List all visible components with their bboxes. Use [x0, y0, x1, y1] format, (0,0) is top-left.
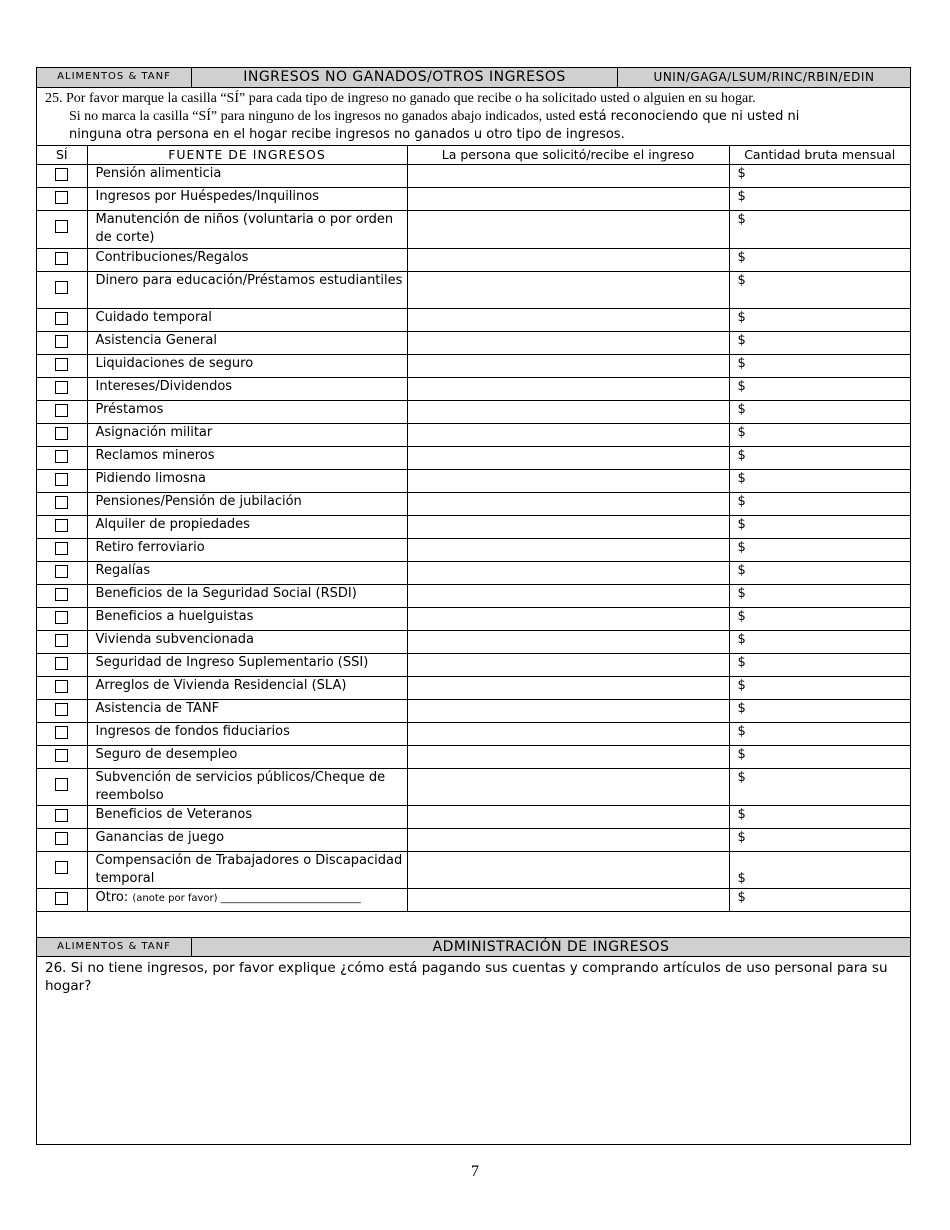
- person-field[interactable]: [407, 516, 729, 539]
- yes-cell: [37, 309, 87, 332]
- person-field[interactable]: [407, 424, 729, 447]
- question-25-line2b: está reconociendo que ni usted ni: [578, 109, 800, 124]
- yes-checkbox[interactable]: [55, 832, 68, 845]
- yes-cell: [37, 677, 87, 700]
- question-25-line1: 25. Por favor marque la casilla “SÍ” para cada tipo de ingreso no ganado que recibe o ha solicitado usted o alguien en su hogar.: [45, 91, 756, 106]
- amount-field[interactable]: [729, 516, 910, 539]
- yes-checkbox[interactable]: [55, 473, 68, 486]
- yes-cell: [37, 889, 87, 912]
- income-source-label: Préstamos: [87, 401, 407, 424]
- income-row-liquidaciones-de-seguro: [37, 355, 910, 378]
- yes-cell: [37, 806, 87, 829]
- yes-checkbox[interactable]: [55, 680, 68, 693]
- currency-symbol: $: [737, 563, 746, 578]
- yes-checkbox[interactable]: [55, 634, 68, 647]
- yes-checkbox[interactable]: [55, 191, 68, 204]
- income-codes: UNIN/GAGA/LSUM/RINC/RBIN/EDIN: [653, 70, 875, 84]
- amount-field[interactable]: [729, 631, 910, 654]
- currency-symbol: $: [737, 333, 746, 348]
- yes-checkbox[interactable]: [55, 450, 68, 463]
- income-row-beneficios-a-huelguistas: [37, 608, 910, 631]
- income-source-label: Regalías: [87, 562, 407, 585]
- person-field[interactable]: [407, 700, 729, 723]
- yes-checkbox[interactable]: [55, 542, 68, 555]
- yes-checkbox[interactable]: [55, 312, 68, 325]
- yes-cell: [37, 746, 87, 769]
- yes-cell: [37, 631, 87, 654]
- person-field[interactable]: [407, 188, 729, 211]
- amount-field[interactable]: [729, 608, 910, 631]
- person-field[interactable]: [407, 378, 729, 401]
- person-field[interactable]: [407, 677, 729, 700]
- person-field[interactable]: [407, 723, 729, 746]
- yes-checkbox[interactable]: [55, 358, 68, 371]
- yes-cell: [37, 272, 87, 309]
- currency-symbol: $: [737, 517, 746, 532]
- person-field[interactable]: [407, 211, 729, 249]
- yes-cell: [37, 562, 87, 585]
- currency-symbol: $: [737, 212, 746, 227]
- page-number: 7: [471, 1163, 479, 1180]
- yes-checkbox[interactable]: [55, 657, 68, 670]
- income-row-regalias: [37, 562, 910, 585]
- amount-field[interactable]: [729, 852, 910, 889]
- income-source-label: Dinero para educación/Préstamos estudiantiles: [87, 272, 407, 309]
- person-field[interactable]: [407, 355, 729, 378]
- income-source-label: Seguridad de Ingreso Suplementario (SSI): [87, 654, 407, 677]
- question-25: [45, 90, 905, 144]
- yes-checkbox[interactable]: [55, 381, 68, 394]
- income-row-other: [37, 889, 910, 912]
- yes-checkbox[interactable]: [55, 749, 68, 762]
- person-field[interactable]: [407, 852, 729, 889]
- program-label-2: ALIMENTOS & TANF: [37, 938, 192, 957]
- income-source-label: Ingresos de fondos fiduciarios: [87, 723, 407, 746]
- currency-symbol: $: [737, 807, 746, 822]
- yes-cell: [37, 424, 87, 447]
- currency-symbol: $: [737, 701, 746, 716]
- amount-field[interactable]: [729, 424, 910, 447]
- other-label: Otro:: [95, 890, 129, 905]
- income-source-label: Subvención de servicios públicos/Cheque de reembolso: [87, 769, 407, 806]
- yes-cell: [37, 700, 87, 723]
- income-row-asistencia-de-tanf: [37, 700, 910, 723]
- income-row-dinero-para-educacion-prestamos-estudiantiles: [37, 272, 910, 309]
- other-note: (anote por favor) ____________________________: [132, 893, 361, 904]
- yes-checkbox[interactable]: [55, 778, 68, 791]
- person-field[interactable]: [407, 585, 729, 608]
- income-source-label: Retiro ferroviario: [87, 539, 407, 562]
- program-label: ALIMENTOS & TANF: [37, 68, 192, 87]
- yes-cell: [37, 447, 87, 470]
- currency-symbol: $: [737, 402, 746, 417]
- amount-field[interactable]: [729, 585, 910, 608]
- yes-checkbox[interactable]: [55, 519, 68, 532]
- person-field[interactable]: [407, 309, 729, 332]
- question-26: 26. Si no tiene ingresos, por favor explique ¿cómo está pagando sus cuentas y comprando artículos de uso personal para su hogar?: [45, 960, 888, 994]
- income-source-label: Beneficios de la Seguridad Social (RSDI): [87, 585, 407, 608]
- yes-cell: [37, 654, 87, 677]
- income-source-label: Intereses/Dividendos: [87, 378, 407, 401]
- currency-symbol: $: [737, 189, 746, 204]
- yes-cell: [37, 211, 87, 249]
- yes-cell: [37, 249, 87, 272]
- amount-field[interactable]: [729, 188, 910, 211]
- yes-cell: [37, 516, 87, 539]
- income-row-subvencion-de-servicios-publicos-cheque-de-reembolso: [37, 769, 910, 806]
- yes-checkbox[interactable]: [55, 220, 68, 233]
- currency-symbol: $: [737, 770, 746, 785]
- table-header-row: [37, 146, 910, 165]
- person-field[interactable]: [407, 401, 729, 424]
- yes-cell: [37, 165, 87, 188]
- person-field[interactable]: [407, 746, 729, 769]
- amount-field[interactable]: [729, 746, 910, 769]
- income-source-label: Reclamos mineros: [87, 447, 407, 470]
- income-row-pension-alimenticia: [37, 165, 910, 188]
- yes-checkbox[interactable]: [55, 335, 68, 348]
- income-source-label: Contribuciones/Regalos: [87, 249, 407, 272]
- other-source-field[interactable]: [87, 889, 407, 912]
- income-row-ingresos-por-huespedes-inquilinos: [37, 188, 910, 211]
- currency-symbol: $: [737, 540, 746, 555]
- person-field[interactable]: [407, 249, 729, 272]
- column-header-yes: SÍ: [37, 146, 87, 165]
- column-header-amount: Cantidad bruta mensual: [729, 146, 910, 165]
- income-source-label: Pidiendo limosna: [87, 470, 407, 493]
- income-row-prestamos: [37, 401, 910, 424]
- income-source-label: Liquidaciones de seguro: [87, 355, 407, 378]
- person-field[interactable]: [407, 608, 729, 631]
- currency-symbol: $: [737, 250, 746, 265]
- income-row-ganancias-de-juego: [37, 829, 910, 852]
- amount-field[interactable]: [729, 447, 910, 470]
- income-row-alquiler-de-propiedades: [37, 516, 910, 539]
- amount-field[interactable]: [729, 165, 910, 188]
- person-field[interactable]: [407, 654, 729, 677]
- section-header-unearned-income: [37, 68, 910, 88]
- amount-field[interactable]: [729, 355, 910, 378]
- income-source-label: Manutención de niños (voluntaria o por orden de corte): [87, 211, 407, 249]
- yes-checkbox[interactable]: [55, 892, 68, 905]
- income-row-arreglos-de-vivienda-residencial-sla: [37, 677, 910, 700]
- yes-checkbox[interactable]: [55, 427, 68, 440]
- amount-field[interactable]: [729, 806, 910, 829]
- income-form: [36, 67, 911, 1145]
- income-row-beneficios-de-la-seguridad-social-rsdi: [37, 585, 910, 608]
- amount-field[interactable]: [729, 211, 910, 249]
- income-source-label: Ganancias de juego: [87, 829, 407, 852]
- yes-cell: [37, 539, 87, 562]
- amount-field[interactable]: [729, 470, 910, 493]
- amount-field[interactable]: [729, 723, 910, 746]
- income-source-label: Asignación militar: [87, 424, 407, 447]
- yes-cell: [37, 829, 87, 852]
- income-row-cuidado-temporal: [37, 309, 910, 332]
- income-row-asistencia-general: [37, 332, 910, 355]
- yes-cell: [37, 355, 87, 378]
- yes-cell: [37, 378, 87, 401]
- income-source-label: Beneficios de Veteranos: [87, 806, 407, 829]
- person-field[interactable]: [407, 631, 729, 654]
- currency-symbol: $: [737, 379, 746, 394]
- column-header-source: FUENTE DE INGRESOS: [87, 146, 407, 165]
- yes-checkbox[interactable]: [55, 588, 68, 601]
- person-field[interactable]: [407, 889, 729, 912]
- person-field[interactable]: [407, 470, 729, 493]
- income-row-asignacion-militar: [37, 424, 910, 447]
- currency-symbol: $: [737, 586, 746, 601]
- currency-symbol: $: [737, 632, 746, 647]
- yes-cell: [37, 769, 87, 806]
- currency-symbol: $: [737, 890, 746, 905]
- currency-symbol: $: [737, 425, 746, 440]
- income-source-label: Alquiler de propiedades: [87, 516, 407, 539]
- person-field[interactable]: [407, 539, 729, 562]
- amount-field[interactable]: [729, 539, 910, 562]
- income-source-label: Beneficios a huelguistas: [87, 608, 407, 631]
- amount-field[interactable]: [729, 769, 910, 806]
- column-header-person: La persona que solicitó/recibe el ingreso: [407, 146, 729, 165]
- yes-checkbox[interactable]: [55, 168, 68, 181]
- income-row-manutencion-de-ninos-voluntaria-o-por-orden-de-corte: [37, 211, 910, 249]
- currency-symbol: $: [737, 494, 746, 509]
- currency-symbol: $: [737, 830, 746, 845]
- amount-field[interactable]: [729, 401, 910, 424]
- currency-symbol: $: [737, 871, 746, 886]
- yes-cell: [37, 332, 87, 355]
- currency-symbol: $: [737, 747, 746, 762]
- income-source-label: Arreglos de Vivienda Residencial (SLA): [87, 677, 407, 700]
- yes-checkbox[interactable]: [55, 726, 68, 739]
- currency-symbol: $: [737, 471, 746, 486]
- yes-checkbox[interactable]: [55, 861, 68, 874]
- yes-checkbox[interactable]: [55, 281, 68, 294]
- income-source-label: Ingresos por Huéspedes/Inquilinos: [87, 188, 407, 211]
- currency-symbol: $: [737, 609, 746, 624]
- person-field[interactable]: [407, 165, 729, 188]
- income-row-ingresos-de-fondos-fiduciarios: [37, 723, 910, 746]
- section-title: INGRESOS NO GANADOS/OTROS INGRESOS: [192, 68, 618, 87]
- income-row-seguro-de-desempleo: [37, 746, 910, 769]
- yes-checkbox[interactable]: [55, 703, 68, 716]
- person-field[interactable]: [407, 562, 729, 585]
- income-source-label: Vivienda subvencionada: [87, 631, 407, 654]
- income-row-beneficios-de-veteranos: [37, 806, 910, 829]
- yes-cell: [37, 852, 87, 889]
- section-header-income-management: [37, 937, 910, 957]
- yes-checkbox[interactable]: [55, 809, 68, 822]
- income-source-label: Seguro de desempleo: [87, 746, 407, 769]
- currency-symbol: $: [737, 166, 746, 181]
- question-25-line2a: Si no marca la casilla “SÍ” para ninguno de los ingresos no ganados abajo indicados, usted: [69, 109, 579, 124]
- currency-symbol: $: [737, 678, 746, 693]
- amount-field[interactable]: [729, 677, 910, 700]
- yes-checkbox[interactable]: [55, 404, 68, 417]
- yes-cell: [37, 723, 87, 746]
- yes-cell: [37, 470, 87, 493]
- income-source-label: Asistencia General: [87, 332, 407, 355]
- income-source-label: Compensación de Trabajadores o Discapacidad temporal: [87, 852, 407, 889]
- income-table: [37, 145, 910, 912]
- person-field[interactable]: [407, 806, 729, 829]
- amount-field[interactable]: [729, 562, 910, 585]
- amount-field[interactable]: [729, 272, 910, 309]
- amount-field[interactable]: [729, 654, 910, 677]
- amount-field[interactable]: [729, 700, 910, 723]
- yes-cell: [37, 608, 87, 631]
- question-26-answer-area[interactable]: [45, 980, 905, 1140]
- amount-field[interactable]: [729, 249, 910, 272]
- currency-symbol: $: [737, 448, 746, 463]
- question-25-line3: ninguna otra persona en el hogar recibe ingresos no ganados u otro tipo de ingresos.: [69, 127, 625, 142]
- yes-cell: [37, 493, 87, 516]
- person-field[interactable]: [407, 272, 729, 309]
- income-row-reclamos-mineros: [37, 447, 910, 470]
- yes-cell: [37, 401, 87, 424]
- amount-field[interactable]: [729, 332, 910, 355]
- person-field[interactable]: [407, 332, 729, 355]
- yes-checkbox[interactable]: [55, 496, 68, 509]
- yes-cell: [37, 585, 87, 608]
- person-field[interactable]: [407, 769, 729, 806]
- yes-checkbox[interactable]: [55, 565, 68, 578]
- person-field[interactable]: [407, 447, 729, 470]
- yes-cell: [37, 188, 87, 211]
- income-row-intereses-dividendos: [37, 378, 910, 401]
- income-row-pensiones-pension-de-jubilacion: [37, 493, 910, 516]
- section-title-2: ADMINISTRACIÓN DE INGRESOS: [432, 939, 670, 955]
- income-row-pidiendo-limosna: [37, 470, 910, 493]
- currency-symbol: $: [737, 310, 746, 325]
- income-source-label: Cuidado temporal: [87, 309, 407, 332]
- amount-field[interactable]: [729, 309, 910, 332]
- currency-symbol: $: [737, 273, 746, 288]
- yes-checkbox[interactable]: [55, 611, 68, 624]
- person-field[interactable]: [407, 829, 729, 852]
- amount-field[interactable]: [729, 889, 910, 912]
- currency-symbol: $: [737, 356, 746, 371]
- person-field[interactable]: [407, 493, 729, 516]
- income-source-label: Pensión alimenticia: [87, 165, 407, 188]
- yes-checkbox[interactable]: [55, 252, 68, 265]
- amount-field[interactable]: [729, 493, 910, 516]
- income-row-contribuciones-regalos: [37, 249, 910, 272]
- amount-field[interactable]: [729, 378, 910, 401]
- income-row-retiro-ferroviario: [37, 539, 910, 562]
- income-row-compensacion-de-trabajadores-o-discapacidad-temporal: [37, 852, 910, 889]
- amount-field[interactable]: [729, 829, 910, 852]
- income-source-label: Asistencia de TANF: [87, 700, 407, 723]
- income-row-seguridad-de-ingreso-suplementario-ssi: [37, 654, 910, 677]
- currency-symbol: $: [737, 655, 746, 670]
- income-source-label: Pensiones/Pensión de jubilación: [87, 493, 407, 516]
- currency-symbol: $: [737, 724, 746, 739]
- income-row-vivienda-subvencionada: [37, 631, 910, 654]
